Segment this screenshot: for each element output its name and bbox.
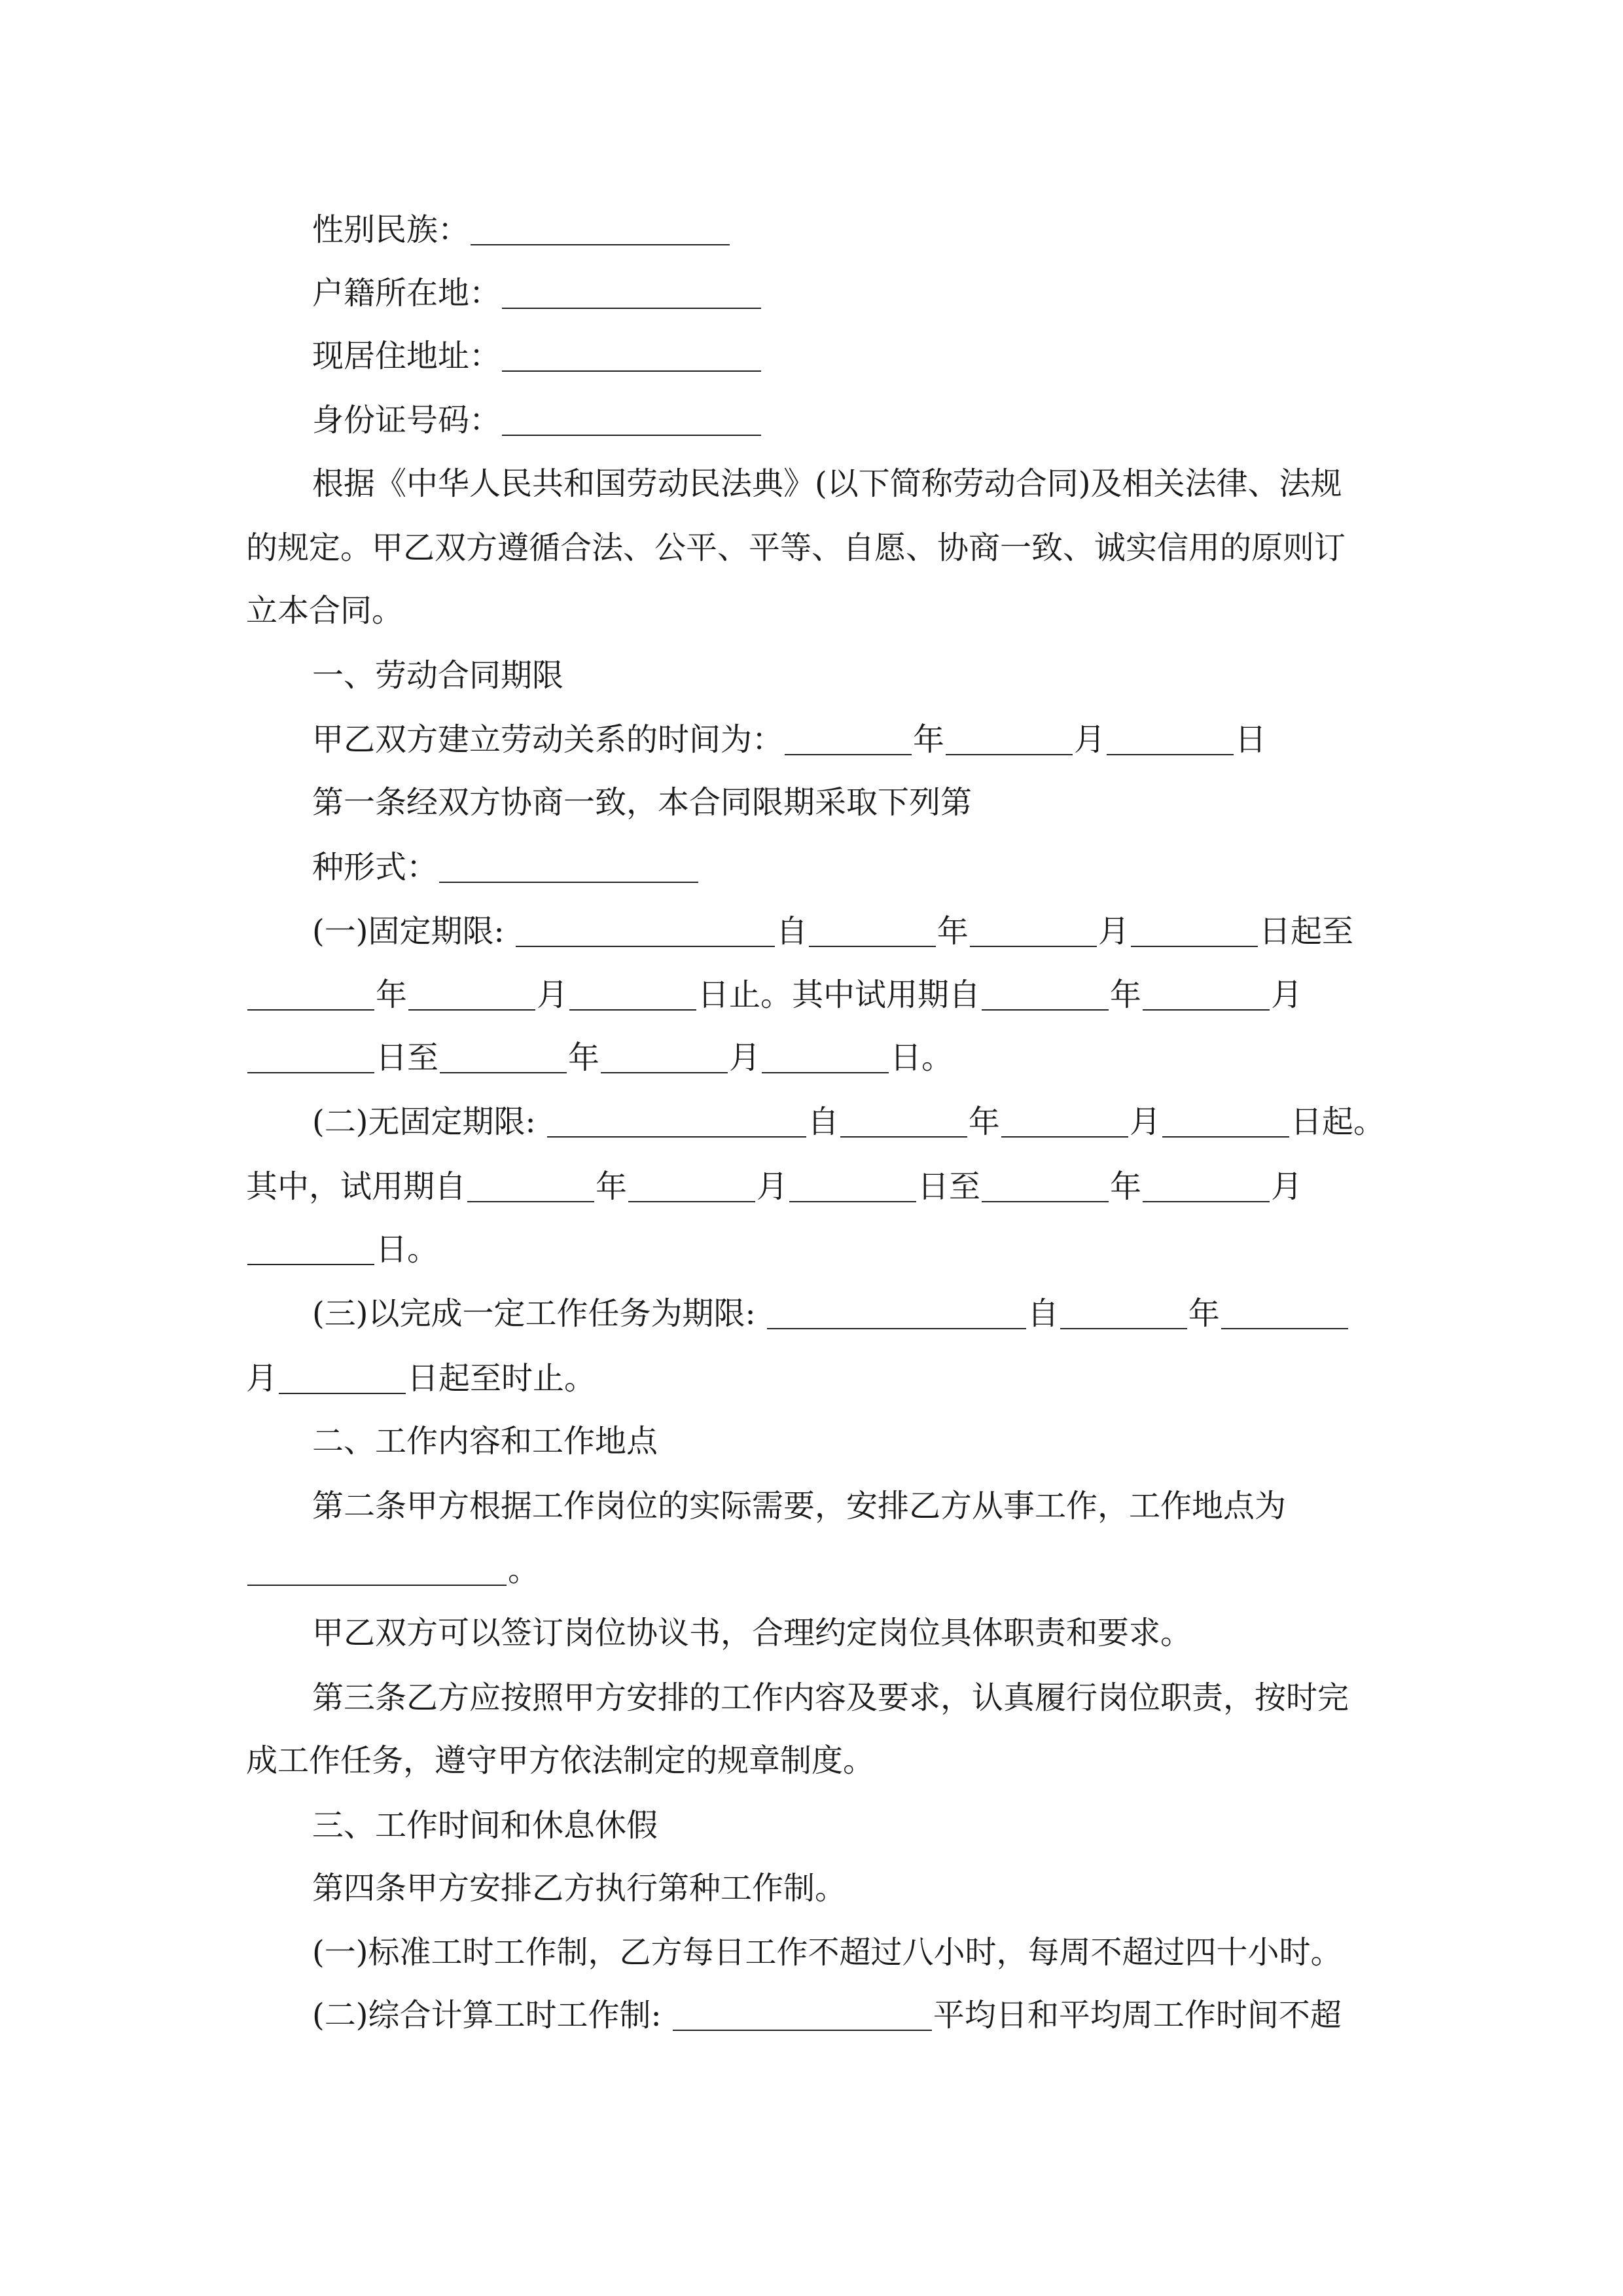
fill-in-blank[interactable] xyxy=(1143,975,1270,1011)
fill-in-blank[interactable] xyxy=(502,401,761,436)
line-text: 月 xyxy=(537,977,569,1013)
fill-in-blank[interactable] xyxy=(1060,1294,1187,1329)
line-text: 二、工作内容和工作地点 xyxy=(312,1423,658,1460)
line-text: 年 xyxy=(936,913,969,950)
line-text: 日止。其中试用期自 xyxy=(698,977,981,1013)
fill-in-blank[interactable] xyxy=(439,848,698,883)
line-text: 自 xyxy=(1027,1295,1059,1332)
line-text: (一)标准工时工作制，乙方每日工作不超过八小时，每周不超过四十小时。 xyxy=(312,1934,1342,1971)
line-text: 日起至时止。 xyxy=(407,1360,596,1397)
line-text: 身份证号码： xyxy=(312,402,501,439)
fill-in-blank[interactable] xyxy=(247,1230,374,1265)
line-text: 日。 xyxy=(890,1039,954,1076)
fill-in-blank[interactable] xyxy=(471,210,730,245)
line-text: (三)以完成一定工作任务为期限: xyxy=(312,1295,766,1332)
document-line xyxy=(246,1230,438,1269)
document-line xyxy=(312,336,762,376)
fill-in-blank[interactable] xyxy=(767,1294,1026,1329)
fill-in-blank[interactable] xyxy=(1001,1102,1128,1138)
fill-in-blank[interactable] xyxy=(502,336,761,372)
document-line xyxy=(312,848,700,887)
line-text: 。 xyxy=(508,1552,540,1588)
document-line xyxy=(312,1678,1349,1717)
fill-in-blank[interactable] xyxy=(1221,1294,1348,1329)
line-text: 月 xyxy=(1129,1103,1161,1140)
fill-in-blank[interactable] xyxy=(809,912,936,947)
line-text: 月 xyxy=(1097,913,1130,950)
line-text: 日起。 xyxy=(1290,1103,1385,1140)
line-text: 自 xyxy=(776,913,808,950)
fill-in-blank[interactable] xyxy=(982,1167,1109,1202)
fill-in-blank[interactable] xyxy=(247,1038,374,1073)
line-text: 月 xyxy=(1271,1168,1303,1205)
line-text: 年 xyxy=(1188,1295,1220,1332)
document-line xyxy=(312,1996,1342,2035)
fill-in-blank[interactable] xyxy=(502,274,761,309)
line-text: 平均日和平均周工作时间不超 xyxy=(933,1997,1342,2034)
line-text: (二)无固定期限: xyxy=(312,1103,546,1140)
document-line xyxy=(312,1102,1385,1141)
line-text: 日至 xyxy=(918,1168,981,1205)
document-line xyxy=(246,1551,539,1590)
fill-in-blank[interactable] xyxy=(1131,912,1258,947)
fill-in-blank[interactable] xyxy=(789,1167,916,1202)
document-line xyxy=(246,975,1302,1014)
document-line xyxy=(246,591,403,630)
line-text: 日至 xyxy=(376,1039,439,1076)
fill-in-blank[interactable] xyxy=(1162,1102,1289,1138)
document-line xyxy=(312,210,731,249)
line-text: 成工作任务，遵守甲方依法制定的规章制度。 xyxy=(246,1742,875,1779)
line-text: 年 xyxy=(568,1039,600,1076)
line-text: 年 xyxy=(1110,977,1142,1013)
fill-in-blank[interactable] xyxy=(516,912,775,947)
fill-in-blank[interactable] xyxy=(467,1167,594,1202)
document-line xyxy=(312,720,1266,759)
document-line xyxy=(246,528,1346,567)
line-text: 其中，试用期自 xyxy=(246,1168,467,1205)
document-line xyxy=(312,1933,1342,1972)
document-line xyxy=(312,656,563,695)
fill-in-blank[interactable] xyxy=(1107,720,1234,755)
document-line xyxy=(312,1486,1286,1526)
line-text: 年 xyxy=(1110,1168,1142,1205)
line-text: 一、劳动合同期限 xyxy=(312,657,564,694)
document-line xyxy=(246,1741,874,1780)
fill-in-blank[interactable] xyxy=(673,1996,932,2031)
fill-in-blank[interactable] xyxy=(970,912,1097,947)
line-text: 日。 xyxy=(376,1231,439,1268)
fill-in-blank[interactable] xyxy=(408,975,535,1011)
fill-in-blank[interactable] xyxy=(569,975,696,1011)
line-text: 现居住地址： xyxy=(312,338,501,374)
fill-in-blank[interactable] xyxy=(762,1038,889,1073)
line-text: 第三条乙方应按照甲方安排的工作内容及要求，认真履行岗位职责，按时完 xyxy=(312,1679,1349,1716)
line-text: 月 xyxy=(1271,977,1303,1013)
line-text: 日起至 xyxy=(1258,913,1353,950)
document-line xyxy=(312,1422,658,1461)
document-line xyxy=(312,1294,1349,1333)
line-text: (二)综合计算工时工作制: xyxy=(312,1997,671,2034)
fill-in-blank[interactable] xyxy=(440,1038,567,1073)
line-text: 三、工作时间和休息休假 xyxy=(312,1807,658,1844)
fill-in-blank[interactable] xyxy=(785,720,912,755)
fill-in-blank[interactable] xyxy=(1143,1167,1270,1202)
line-text: 的规定。甲乙双方遵循合法、公平、平等、自愿、协商一致、诚实信用的原则订 xyxy=(246,529,1346,566)
line-text: 第四条甲方安排乙方执行第种工作制。 xyxy=(312,1870,847,1907)
document-line xyxy=(246,1359,596,1398)
fill-in-blank[interactable] xyxy=(279,1359,406,1394)
fill-in-blank[interactable] xyxy=(982,975,1109,1011)
fill-in-blank[interactable] xyxy=(840,1102,967,1138)
line-text: 第一条经双方协商一致，本合同限期采取下列第 xyxy=(312,784,972,821)
fill-in-blank[interactable] xyxy=(247,975,374,1011)
line-text: 性别民族： xyxy=(312,211,470,248)
line-text: 年 xyxy=(376,977,408,1013)
document-line xyxy=(312,1613,1192,1653)
line-text: 根据《中华人民共和国劳动民法典》(以下简称劳动合同)及相关法律、法规 xyxy=(312,465,1342,502)
line-text: 甲乙双方可以签订岗位协议书，合理约定岗位具体职责和要求。 xyxy=(312,1615,1192,1651)
line-text: 自 xyxy=(807,1103,839,1140)
line-text: 立本合同。 xyxy=(246,592,404,629)
line-text: 月 xyxy=(1074,721,1106,758)
fill-in-blank[interactable] xyxy=(946,720,1073,755)
document-line xyxy=(312,912,1353,951)
fill-in-blank[interactable] xyxy=(628,1167,755,1202)
document-line xyxy=(312,1806,658,1845)
fill-in-blank[interactable] xyxy=(601,1038,728,1073)
document-line xyxy=(312,401,762,440)
line-text: 种形式： xyxy=(312,849,438,886)
document-line xyxy=(312,274,762,313)
line-text: 月 xyxy=(246,1360,278,1397)
document-line xyxy=(312,783,972,822)
document-line xyxy=(246,1167,1302,1206)
line-text: 年 xyxy=(913,721,945,758)
document-line xyxy=(246,1038,953,1077)
fill-in-blank[interactable] xyxy=(547,1102,806,1138)
line-text: 月 xyxy=(757,1168,789,1205)
document-line xyxy=(312,1869,846,1908)
line-text: (一)固定期限: xyxy=(312,913,514,950)
line-text: 月 xyxy=(729,1039,761,1076)
line-text: 户籍所在地： xyxy=(312,275,501,312)
line-text: 日 xyxy=(1235,721,1267,758)
document-line xyxy=(312,464,1342,503)
fill-in-blank[interactable] xyxy=(247,1551,507,1586)
line-text: 甲乙双方建立劳动关系的时间为： xyxy=(312,721,784,758)
line-text: 年 xyxy=(596,1168,628,1205)
line-text: 年 xyxy=(968,1103,1000,1140)
line-text: 第二条甲方根据工作岗位的实际需要，安排乙方从事工作，工作地点为 xyxy=(312,1488,1287,1524)
